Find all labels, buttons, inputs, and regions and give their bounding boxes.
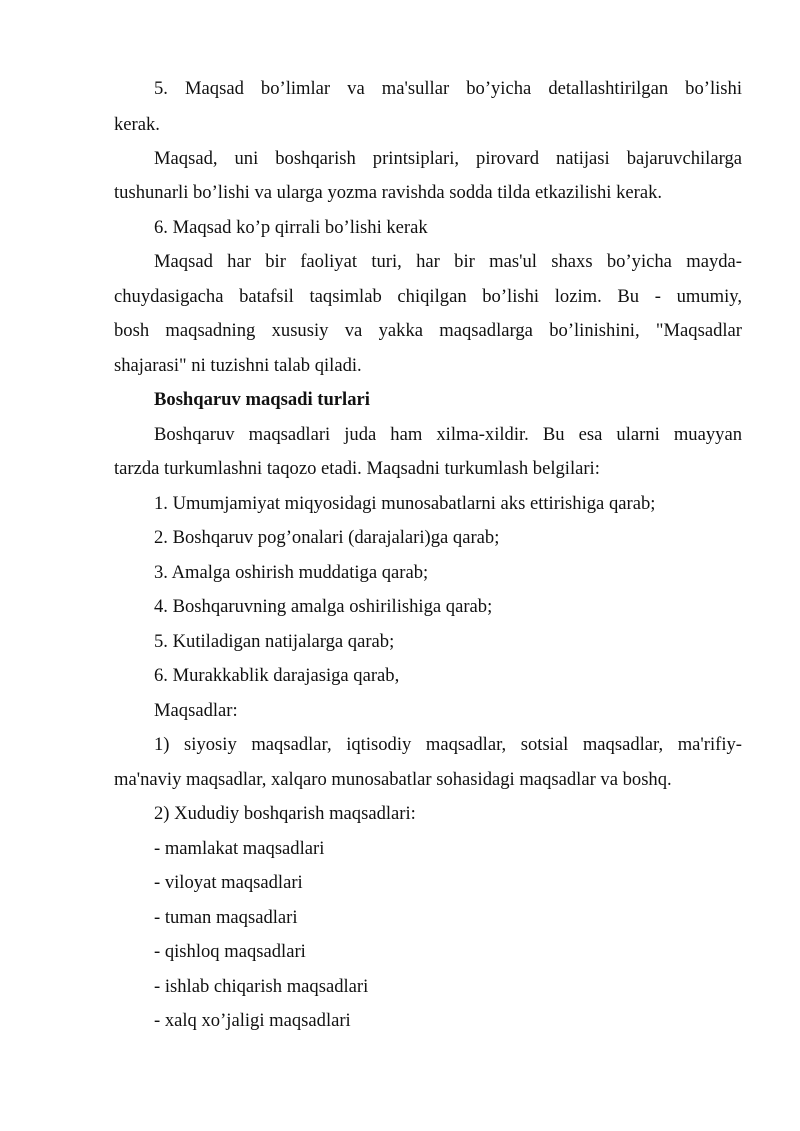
section-heading: Boshqaruv maqsadi turlari (154, 389, 370, 410)
criteria-item: 2. Boshqaruv pog’onalari (darajalari)ga qarab; (154, 527, 500, 548)
criteria-item: 6. Murakkablik darajasiga qarab, (154, 665, 400, 686)
list-item: - qishloq maqsadlari (154, 941, 306, 962)
paragraph-line: 1) siyosiy maqsadlar, iqtisodiy maqsadlar, sotsial maqsadlar, ma'rifiy- (154, 734, 742, 755)
paragraph-line: 5. Maqsad bo’limlar va ma'sullar bo’yicha detallashtirilgan bo’lishi (154, 78, 742, 99)
paragraph-line: Maqsad, uni boshqarish printsiplari, pirovard natijasi bajaruvchilarga (154, 148, 742, 169)
paragraph-line: bosh maqsadning xususiy va yakka maqsadlarga bo’linishini, "Maqsadlar (114, 320, 742, 341)
criteria-item: 3. Amalga oshirish muddatiga qarab; (154, 562, 429, 583)
goals-label: Maqsadlar: (154, 700, 238, 721)
list-item: - xalq xo’jaligi maqsadlari (154, 1010, 351, 1031)
paragraph-line: 6. Maqsad ko’p qirrali bo’lishi kerak (154, 217, 428, 238)
list-item: - mamlakat maqsadlari (154, 838, 325, 859)
paragraph-line: chuydasigacha batafsil taqsimlab chiqilgan bo’lishi lozim. Bu - umumiy, (114, 286, 742, 307)
criteria-item: 4. Boshqaruvning amalga oshirilishiga qarab; (154, 596, 493, 617)
list-item: - tuman maqsadlari (154, 907, 298, 928)
paragraph-line: kerak. (114, 114, 160, 135)
paragraph-line: Boshqaruv maqsadlari juda ham xilma-xildir. Bu esa ularni muayyan (154, 424, 742, 445)
paragraph-line: Maqsad har bir faoliyat turi, har bir mas'ul shaxs bo’yicha mayda- (154, 251, 742, 272)
criteria-item: 5. Kutiladigan natijalarga qarab; (154, 631, 395, 652)
list-item: - ishlab chiqarish maqsadlari (154, 976, 369, 997)
paragraph-line: shajarasi" ni tuzishni talab qiladi. (114, 355, 362, 376)
paragraph-line: 2) Xududiy boshqarish maqsadlari: (154, 803, 416, 824)
list-item: - viloyat maqsadlari (154, 872, 303, 893)
criteria-item: 1. Umumjamiyat miqyosidagi munosabatlarni aks ettirishiga qarab; (154, 493, 656, 514)
paragraph-line: ma'naviy maqsadlar, xalqaro munosabatlar sohasidagi maqsadlar va boshq. (114, 769, 672, 790)
paragraph-line: tushunarli bo’lishi va ularga yozma ravishda sodda tilda etkazilishi kerak. (114, 182, 663, 203)
paragraph-line: tarzda turkumlashni taqozo etadi. Maqsadni turkumlash belgilari: (114, 458, 600, 479)
